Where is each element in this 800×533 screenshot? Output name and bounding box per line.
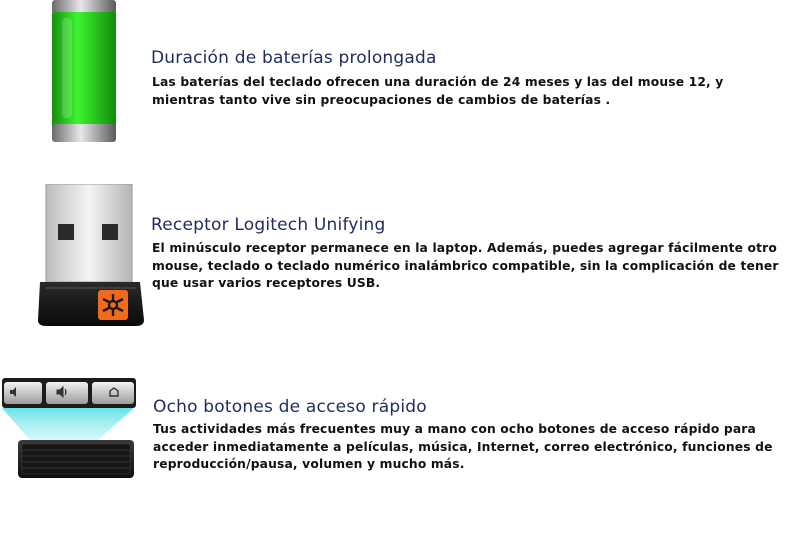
feature-description: El minúsculo receptor permanece en la laptop. Además, puedes agregar fácilmente otro mouse, teclado o teclado numérico inalámbrico compatible, sin la complicación de tener que usar varios receptores USB.	[152, 241, 779, 290]
feature-title: Receptor Logitech Unifying	[151, 215, 386, 235]
feature-description: Tus actividades más frecuentes muy a mano con ocho botones de acceso rápido para acceder inmediatamente a películas, música, Internet, correo electrónico, funciones de reproducción/pausa, volumen y mucho más.	[153, 422, 773, 471]
feature-title: Ocho botones de acceso rápido	[153, 397, 427, 417]
feature-unifying-receiver	[0, 180, 800, 340]
usb-receiver-icon	[36, 184, 146, 328]
feature-title: Duración de baterías prolongada	[151, 48, 437, 68]
keyboard-hotkeys-icon	[2, 378, 138, 482]
feature-battery-life	[0, 0, 800, 160]
feature-description: Las baterías del teclado ofrecen una duración de 24 meses y las del mouse 12, y mientras tanto vive sin preocupaciones de cambios de baterías .	[152, 75, 724, 107]
battery-icon	[48, 0, 120, 148]
feature-hotkeys	[0, 370, 800, 530]
